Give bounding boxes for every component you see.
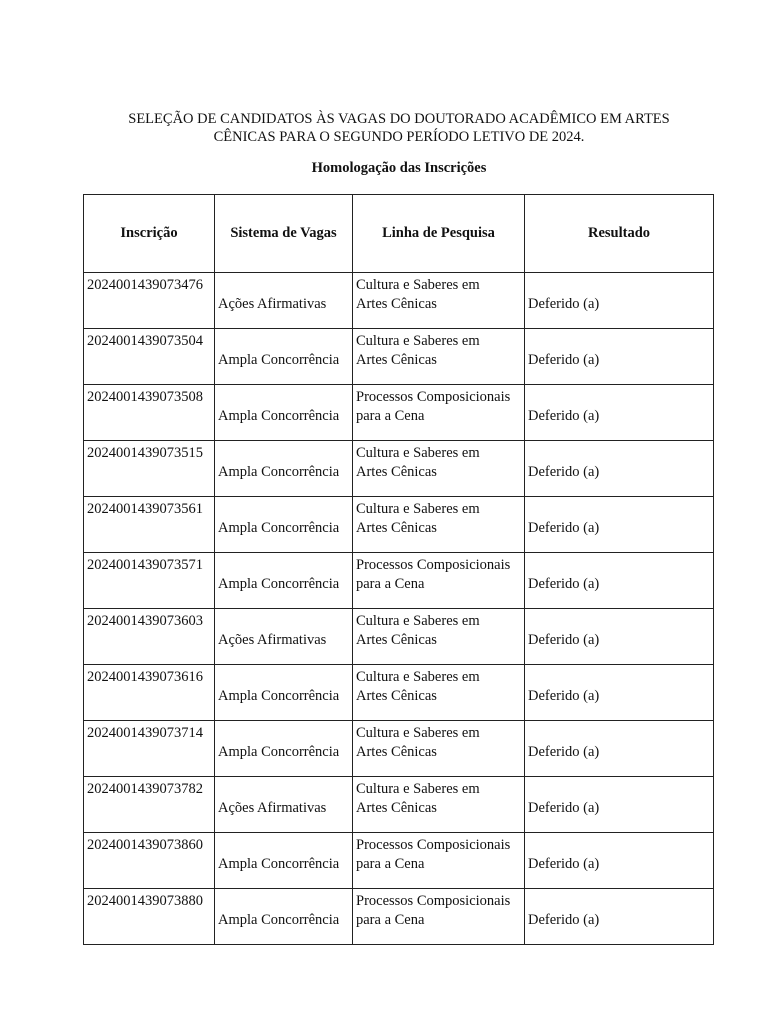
cell-sistema-de-vagas: [215, 497, 353, 553]
resultado-value: Deferido (a): [528, 296, 600, 312]
linha-de-pesquisa-line-2: Artes Cênicas: [356, 519, 437, 536]
sistema-de-vagas-value: Ampla Concorrência: [218, 688, 340, 704]
cell-linha-de-pesquisa: [353, 497, 525, 553]
linha-de-pesquisa-line-2: Artes Cênicas: [356, 631, 437, 648]
section-subtitle: Homologação das Inscrições: [311, 160, 487, 176]
cell-linha-de-pesquisa: [353, 833, 525, 889]
linha-de-pesquisa-line-1: Cultura e Saberes em: [356, 333, 480, 349]
inscricao-number: 2024001439073616: [87, 669, 203, 685]
table-row: [84, 665, 714, 721]
linha-de-pesquisa-line-1: Cultura e Saberes em: [356, 501, 480, 517]
header-inscricao: Inscrição: [84, 195, 215, 273]
header-linha-de-pesquisa: Linha de Pesquisa: [353, 195, 525, 273]
cell-resultado: [525, 385, 714, 441]
cell-sistema-de-vagas: [215, 721, 353, 777]
linha-de-pesquisa-line-1: Cultura e Saberes em: [356, 445, 480, 461]
cell-inscricao: [84, 441, 215, 497]
resultado-value: Deferido (a): [528, 744, 600, 760]
inscricao-number: 2024001439073561: [87, 501, 203, 517]
linha-de-pesquisa-line-2: para a Cena: [356, 855, 425, 872]
inscricao-number: 2024001439073603: [87, 613, 203, 629]
cell-linha-de-pesquisa: [353, 273, 525, 329]
cell-resultado: [525, 273, 714, 329]
sistema-de-vagas-value: Ampla Concorrência: [218, 352, 340, 368]
linha-de-pesquisa-line-1: Cultura e Saberes em: [356, 613, 480, 629]
table-row: [84, 497, 714, 553]
cell-sistema-de-vagas: [215, 777, 353, 833]
inscricao-number: 2024001439073476: [87, 277, 203, 293]
linha-de-pesquisa-line-2: para a Cena: [356, 407, 425, 424]
cell-resultado: [525, 497, 714, 553]
table-row: [84, 777, 714, 833]
table-row: [84, 721, 714, 777]
inscricao-number: 2024001439073571: [87, 557, 203, 573]
cell-sistema-de-vagas: [215, 273, 353, 329]
cell-resultado: [525, 889, 714, 945]
cell-inscricao: [84, 665, 215, 721]
resultado-value: Deferido (a): [528, 576, 600, 592]
sistema-de-vagas-value: Ações Afirmativas: [218, 632, 327, 648]
cell-sistema-de-vagas: [215, 329, 353, 385]
title-line-2: CÊNICAS PARA O SEGUNDO PERÍODO LETIVO DE 2024.: [213, 129, 585, 145]
cell-sistema-de-vagas: [215, 665, 353, 721]
cell-inscricao: [84, 777, 215, 833]
sistema-de-vagas-value: Ampla Concorrência: [218, 912, 340, 928]
cell-resultado: [525, 553, 714, 609]
resultado-value: Deferido (a): [528, 352, 600, 368]
inscricao-number: 2024001439073508: [87, 389, 203, 405]
resultado-value: Deferido (a): [528, 632, 600, 648]
cell-linha-de-pesquisa: [353, 553, 525, 609]
linha-de-pesquisa-line-2: Artes Cênicas: [356, 463, 437, 480]
sistema-de-vagas-value: Ações Afirmativas: [218, 800, 327, 816]
cell-inscricao: [84, 329, 215, 385]
linha-de-pesquisa-line-1: Processos Composicionais: [356, 893, 511, 909]
cell-sistema-de-vagas: [215, 889, 353, 945]
cell-linha-de-pesquisa: [353, 441, 525, 497]
table-row: [84, 889, 714, 945]
resultado-value: Deferido (a): [528, 464, 600, 480]
cell-inscricao: [84, 833, 215, 889]
title-line-1: SELEÇÃO DE CANDIDATOS ÀS VAGAS DO DOUTORADO ACADÊMICO EM ARTES: [128, 111, 670, 127]
cell-inscricao: [84, 385, 215, 441]
resultado-value: Deferido (a): [528, 912, 600, 928]
inscricao-number: 2024001439073860: [87, 837, 203, 853]
cell-resultado: [525, 777, 714, 833]
cell-sistema-de-vagas: [215, 441, 353, 497]
cell-resultado: [525, 329, 714, 385]
cell-sistema-de-vagas: [215, 609, 353, 665]
sistema-de-vagas-value: Ações Afirmativas: [218, 296, 327, 312]
resultado-value: Deferido (a): [528, 800, 600, 816]
inscricao-number: 2024001439073782: [87, 781, 203, 797]
cell-linha-de-pesquisa: [353, 721, 525, 777]
resultado-value: Deferido (a): [528, 520, 600, 536]
sistema-de-vagas-value: Ampla Concorrência: [218, 408, 340, 424]
cell-linha-de-pesquisa: [353, 889, 525, 945]
table-row: [84, 833, 714, 889]
table-row: [84, 441, 714, 497]
linha-de-pesquisa-line-2: Artes Cênicas: [356, 799, 437, 816]
linha-de-pesquisa-line-2: para a Cena: [356, 911, 425, 928]
resultado-value: Deferido (a): [528, 856, 600, 872]
table-row: [84, 273, 714, 329]
table-row: [84, 385, 714, 441]
table-row: [84, 609, 714, 665]
cell-inscricao: [84, 721, 215, 777]
table-row: [84, 329, 714, 385]
cell-sistema-de-vagas: [215, 385, 353, 441]
sistema-de-vagas-value: Ampla Concorrência: [218, 856, 340, 872]
resultado-value: Deferido (a): [528, 408, 600, 424]
sistema-de-vagas-value: Ampla Concorrência: [218, 576, 340, 592]
inscricao-number: 2024001439073515: [87, 445, 203, 461]
linha-de-pesquisa-line-2: Artes Cênicas: [356, 743, 437, 760]
linha-de-pesquisa-line-1: Processos Composicionais: [356, 837, 511, 853]
cell-sistema-de-vagas: [215, 833, 353, 889]
registrations-table: [83, 194, 714, 945]
cell-inscricao: [84, 497, 215, 553]
cell-inscricao: [84, 273, 215, 329]
cell-resultado: [525, 609, 714, 665]
inscricao-number: 2024001439073714: [87, 725, 203, 741]
cell-linha-de-pesquisa: [353, 777, 525, 833]
cell-inscricao: [84, 889, 215, 945]
cell-linha-de-pesquisa: [353, 665, 525, 721]
cell-resultado: [525, 721, 714, 777]
linha-de-pesquisa-line-1: Cultura e Saberes em: [356, 669, 480, 685]
linha-de-pesquisa-line-1: Processos Composicionais: [356, 557, 511, 573]
cell-resultado: [525, 441, 714, 497]
linha-de-pesquisa-line-2: para a Cena: [356, 575, 425, 592]
header-sistema-de-vagas: Sistema de Vagas: [215, 195, 353, 273]
sistema-de-vagas-value: Ampla Concorrência: [218, 744, 340, 760]
sistema-de-vagas-value: Ampla Concorrência: [218, 520, 340, 536]
table-header-row: [84, 195, 714, 273]
sistema-de-vagas-value: Ampla Concorrência: [218, 464, 340, 480]
linha-de-pesquisa-line-1: Cultura e Saberes em: [356, 725, 480, 741]
linha-de-pesquisa-line-1: Processos Composicionais: [356, 389, 511, 405]
resultado-value: Deferido (a): [528, 688, 600, 704]
cell-linha-de-pesquisa: [353, 385, 525, 441]
linha-de-pesquisa-line-1: Cultura e Saberes em: [356, 781, 480, 797]
cell-resultado: [525, 833, 714, 889]
cell-linha-de-pesquisa: [353, 609, 525, 665]
inscricao-number: 2024001439073880: [87, 893, 203, 909]
cell-inscricao: [84, 609, 215, 665]
cell-resultado: [525, 665, 714, 721]
inscricao-number: 2024001439073504: [87, 333, 203, 349]
table-body: [84, 273, 714, 945]
document-title: [84, 110, 714, 146]
cell-inscricao: [84, 553, 215, 609]
table-row: [84, 553, 714, 609]
linha-de-pesquisa-line-2: Artes Cênicas: [356, 351, 437, 368]
header-resultado: Resultado: [525, 195, 714, 273]
linha-de-pesquisa-line-2: Artes Cênicas: [356, 687, 437, 704]
linha-de-pesquisa-line-2: Artes Cênicas: [356, 295, 437, 312]
cell-linha-de-pesquisa: [353, 329, 525, 385]
linha-de-pesquisa-line-1: Cultura e Saberes em: [356, 277, 480, 293]
cell-sistema-de-vagas: [215, 553, 353, 609]
